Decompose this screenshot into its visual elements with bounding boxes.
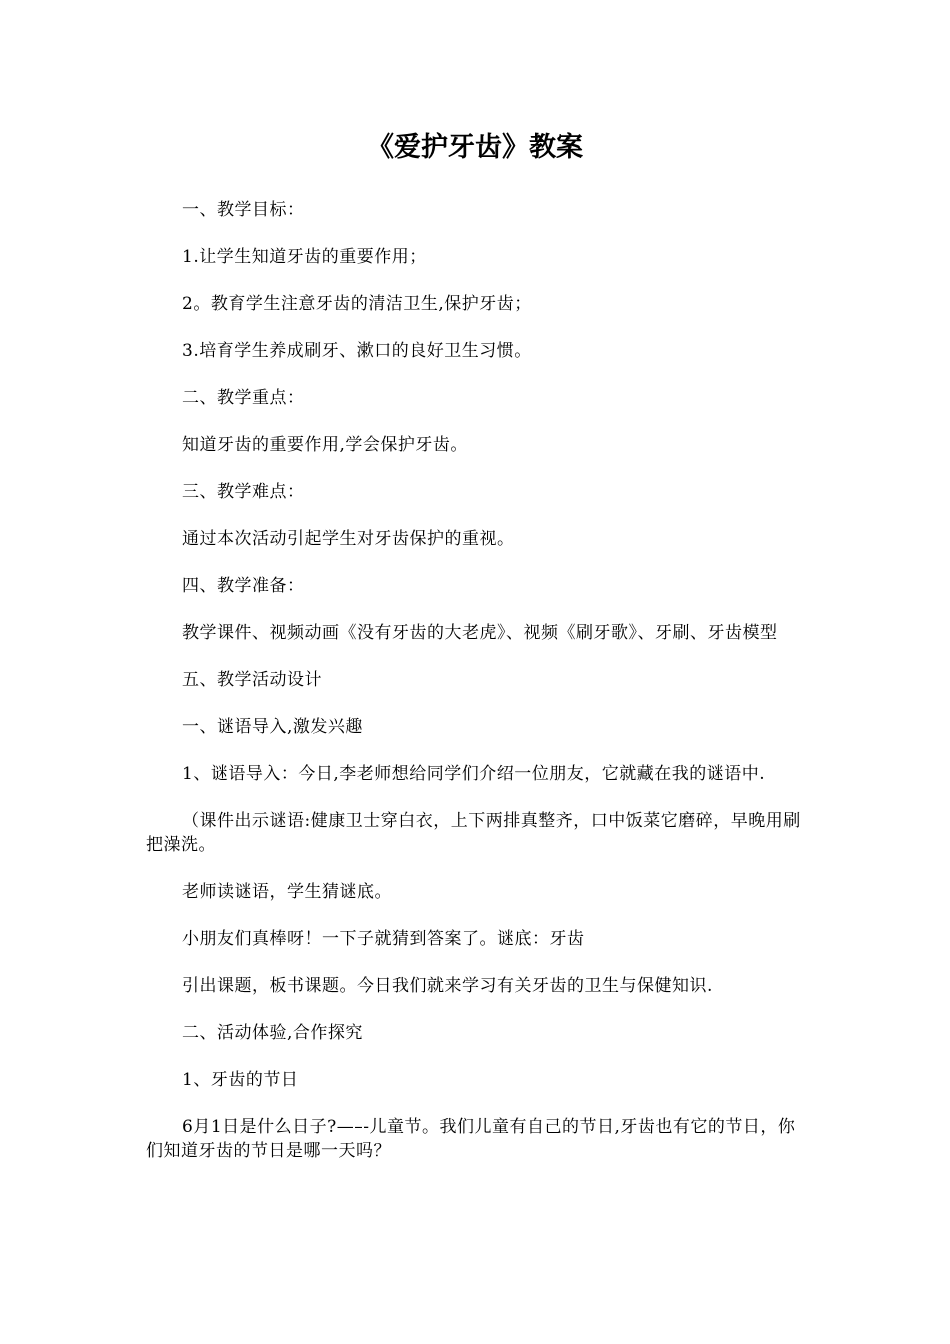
- section-heading-objectives: 一、教学目标：: [182, 200, 305, 220]
- paragraph: 1.让学生知道牙齿的重要作用；: [182, 247, 427, 267]
- paragraph: 引出课题，板书课题。今日我们就来学习有关牙齿的卫生与保健知识.: [182, 976, 713, 996]
- document-title: 《爱护牙齿》教案: [367, 132, 583, 163]
- section-heading-difficulties: 三、教学难点：: [182, 482, 305, 502]
- paragraph: 6月1日是什么日子?—–-儿童节。我们儿童有自己的节日,牙齿也有它的节日，你们知道牙齿的节日是哪一天吗？: [146, 1117, 796, 1161]
- subsection-heading-teeth-day: 1、牙齿的节日: [182, 1070, 299, 1090]
- paragraph: 小朋友们真棒呀！一下子就猜到答案了。谜底：牙齿: [182, 929, 585, 949]
- section-heading-activity-design: 五、教学活动设计: [182, 670, 322, 690]
- paragraph: 2。教育学生注意牙齿的清洁卫生,保护牙齿；: [182, 294, 532, 314]
- section-heading-preparation: 四、教学准备：: [182, 576, 305, 596]
- paragraph: 通过本次活动引起学生对牙齿保护的重视。: [182, 529, 515, 549]
- paragraph: 老师读谜语，学生猜谜底。: [182, 882, 392, 902]
- paragraph: 1、谜语导入：今日,李老师想给同学们介绍一位朋友，它就藏在我的谜语中.: [182, 764, 766, 784]
- paragraph: 知道牙齿的重要作用,学会保护牙齿。: [182, 435, 468, 455]
- subsection-heading-experience: 二、活动体验,合作探究: [182, 1023, 363, 1043]
- document-body: [146, 198, 806, 1186]
- paragraph: 教学课件、视频动画《没有牙齿的大老虎》、视频《刷牙歌》、牙刷、牙齿模型: [182, 623, 778, 643]
- subsection-heading-riddle: 一、谜语导入,激发兴趣: [182, 717, 363, 737]
- section-heading-key-points: 二、教学重点：: [182, 388, 305, 408]
- paragraph: （课件出示谜语:健康卫士穿白衣，上下两排真整齐，口中饭菜它磨碎，早晚用刷把澡洗。: [146, 811, 801, 855]
- paragraph: 3.培育学生养成刷牙、漱口的良好卫生习惯。: [182, 341, 532, 361]
